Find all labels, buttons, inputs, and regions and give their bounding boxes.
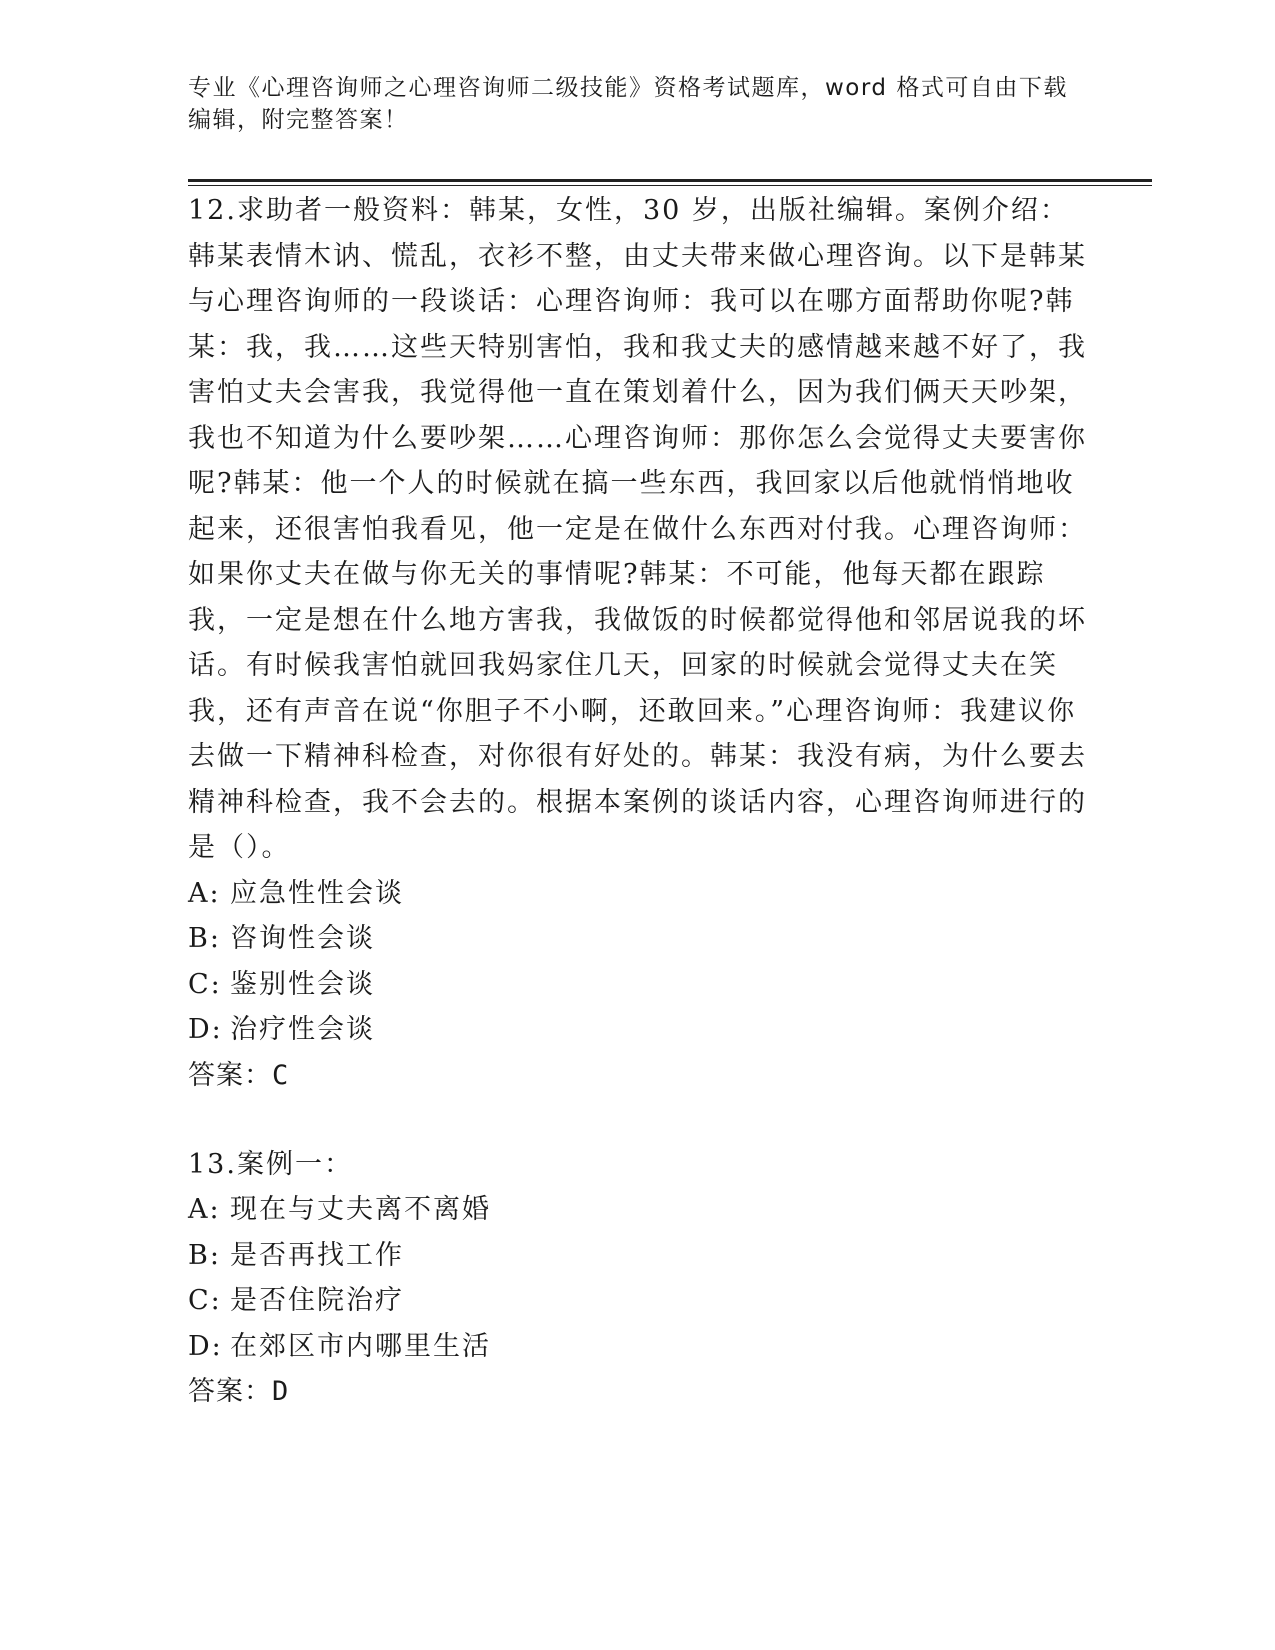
answer-line — [188, 1369, 1088, 1414]
question-stem: 13.案例一： — [188, 1148, 353, 1180]
option-b — [188, 1233, 1088, 1279]
option-key: A: — [188, 877, 221, 909]
option-text: 是否住院治疗 — [230, 1285, 404, 1316]
option-c — [188, 1278, 1088, 1324]
option-key: B: — [188, 1239, 221, 1271]
option-text: 治疗性会谈 — [230, 1014, 375, 1045]
answer-value: C — [272, 1059, 290, 1091]
option-c — [188, 962, 1088, 1008]
option-d — [188, 1324, 1088, 1370]
header-line-2: 编辑，附完整答案！ — [188, 107, 409, 133]
option-key: D: — [188, 1330, 223, 1362]
header-line-1: 专业《心理咨询师之心理咨询师二级技能》资格考试题库，word 格式可自由下载 — [188, 75, 1068, 101]
option-d — [188, 1007, 1088, 1053]
question-list — [188, 188, 1088, 1414]
option-key: C: — [188, 968, 222, 1000]
option-text: 应急性性会谈 — [230, 877, 404, 909]
option-text: 是否再找工作 — [230, 1239, 404, 1271]
question-13 — [188, 1142, 1088, 1415]
answer-label: 答案： — [188, 1376, 272, 1407]
answer-value: D — [272, 1376, 290, 1407]
option-text: 鉴别性会谈 — [230, 968, 375, 1000]
option-key: B: — [188, 923, 221, 954]
option-key: C: — [188, 1285, 222, 1316]
option-a — [188, 871, 1088, 917]
option-a — [188, 1187, 1088, 1233]
answer-label: 答案： — [188, 1059, 272, 1091]
header-divider-thick — [188, 179, 1152, 182]
question-12 — [188, 188, 1088, 1098]
option-text: 现在与丈夫离不离婚 — [230, 1194, 491, 1225]
option-key: D: — [188, 1014, 223, 1045]
question-stem: 12.求助者一般资料：韩某，女性，30 岁，出版社编辑。案例介绍：韩某表情木讷、慌乱，衣衫不整，由丈夫带来做心理咨询。以下是韩某与心理咨询师的一段谈话：心理咨询师：我可以在哪方面帮助你呢?韩某：我，我……这些天特别害怕，我和我丈夫的感情越来越不好了，我害怕丈夫会害我，我觉得他一直在策划着什么，因为我们俩天天吵架，我也不知道为什么要吵架……心理咨询师：那你怎么会觉得丈夫要害你呢?韩某：他一个人的时候就在搞一些东西，我回家以后他就悄悄地收起来，还很害怕我看见，他一定是在做什么东西对付我。心理咨询师：如果你丈夫在做与你无关的事情呢?韩某：不可能，他每天都在跟踪我，一定是想在什么地方害我，我做饭的时候都觉得他和邻居说我的坏话。有时候我害怕就回我妈家住几天，回家的时候就会觉得丈夫在笑我，还有声音在说“你胆子不小啊，还敢回来。”心理咨询师：我建议你去做一下精神科检查，对你很有好处的。韩某：我没有病，为什么要去精神科检查，我不会去的。根据本案例的谈话内容，心理咨询师进行的是（）。 — [188, 195, 1087, 863]
answer-line — [188, 1053, 1088, 1098]
header-divider-thin — [188, 185, 1152, 186]
document-header — [188, 72, 1088, 136]
option-b — [188, 916, 1088, 962]
option-text: 在郊区市内哪里生活 — [230, 1330, 491, 1362]
option-text: 咨询性会谈 — [230, 923, 375, 954]
option-key: A: — [188, 1194, 221, 1225]
